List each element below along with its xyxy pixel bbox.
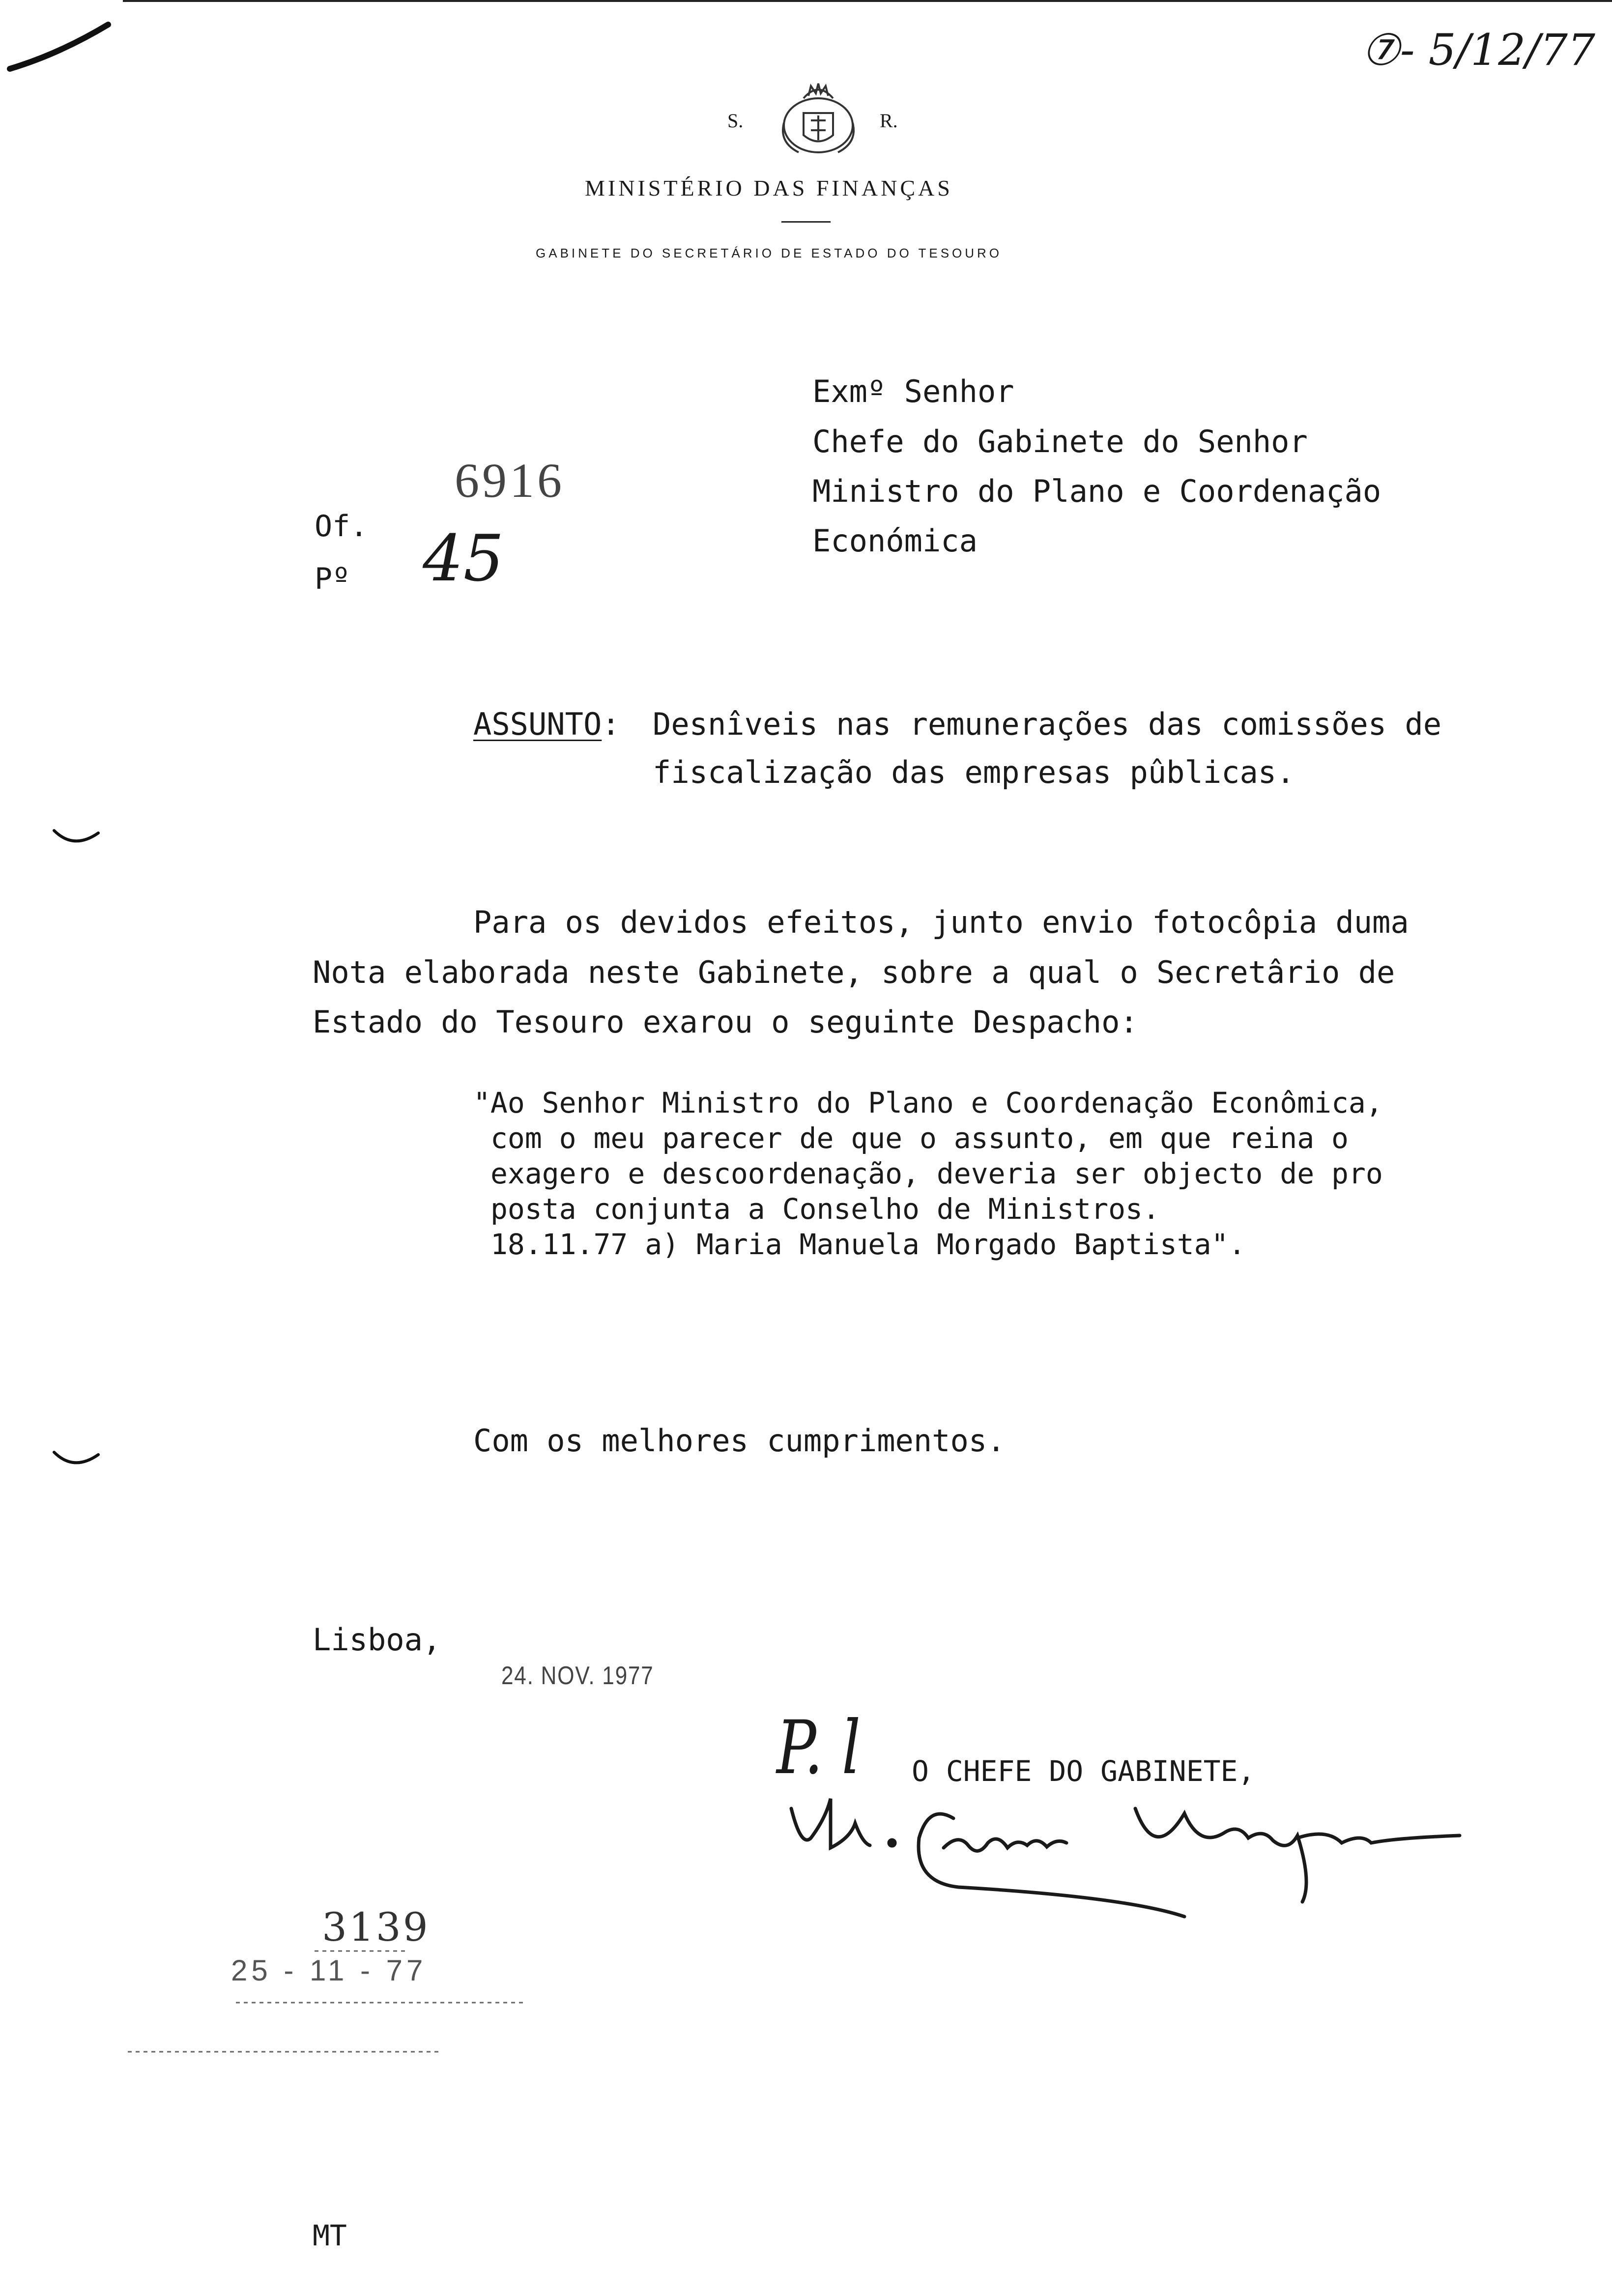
subject-label: ASSUNTO: <box>473 706 620 742</box>
corner-annotation: ⑦- 5/12/77 <box>1361 25 1595 75</box>
quote-line-5: 18.11.77 a) Maria Manuela Morgado Baptista". <box>490 1228 1246 1261</box>
quote-line-3: exagero e descoordenação, deveria ser objecto de pro <box>490 1157 1383 1190</box>
body-line-1: Para os devidos efeitos, junto envio fotocôpia duma <box>473 904 1409 940</box>
process-ref-number: 45 <box>423 521 504 596</box>
quote-line-1: "Ao Senhor Ministro do Plano e Coordenação Econômica, <box>473 1086 1383 1119</box>
date-stamp: 24. NOV. 1977 <box>501 1662 654 1690</box>
body-line-2: Nota elaborada neste Gabinete, sobre a qual o Secretârio de <box>313 954 1395 990</box>
crest-left-letter: S. <box>727 110 744 132</box>
office-ref-label: Of. <box>315 509 368 544</box>
crest-right-letter: R. <box>880 110 898 132</box>
subject-line-2: fiscalização das empresas pûblicas. <box>653 754 1295 790</box>
receipt-stamp-date: 25 - 11 - 77 <box>231 1954 427 1987</box>
place-label: Lisboa, <box>313 1622 441 1658</box>
addressee-line-3: Ministro do Plano e Coordenação <box>812 473 1382 509</box>
subject-line-1: Desnîveis nas remunerações das comissões de <box>653 706 1442 742</box>
quote-line-2: com o meu parecer de que o assunto, em que reina o <box>490 1121 1349 1155</box>
quote-line-4: posta conjunta a Conselho de Ministros. <box>490 1192 1160 1226</box>
addressee-line-4: Económica <box>812 523 978 559</box>
office-ref-number: 6916 <box>455 453 565 508</box>
body-line-3: Estado do Tesouro exarou o seguinte Despacho: <box>313 1004 1138 1040</box>
ministry-title: MINISTÉRIO DAS FINANÇAS <box>585 175 953 201</box>
signatory-title: O CHEFE DO GABINETE, <box>912 1754 1255 1788</box>
cabinet-subtitle: GABINETE DO SECRETÁRIO DE ESTADO DO TESOURO <box>536 246 1003 260</box>
addressee-line-1: Exmº Senhor <box>812 373 1014 409</box>
process-ref-label: Pº <box>315 562 350 596</box>
initials-handwritten: P. l <box>777 1705 861 1791</box>
typist-initials: MT <box>313 2219 347 2252</box>
closing-line: Com os melhores cumprimentos. <box>473 1423 1006 1459</box>
addressee-line-2: Chefe do Gabinete do Senhor <box>812 424 1308 459</box>
receipt-stamp-number: 3139 <box>322 1904 430 1950</box>
